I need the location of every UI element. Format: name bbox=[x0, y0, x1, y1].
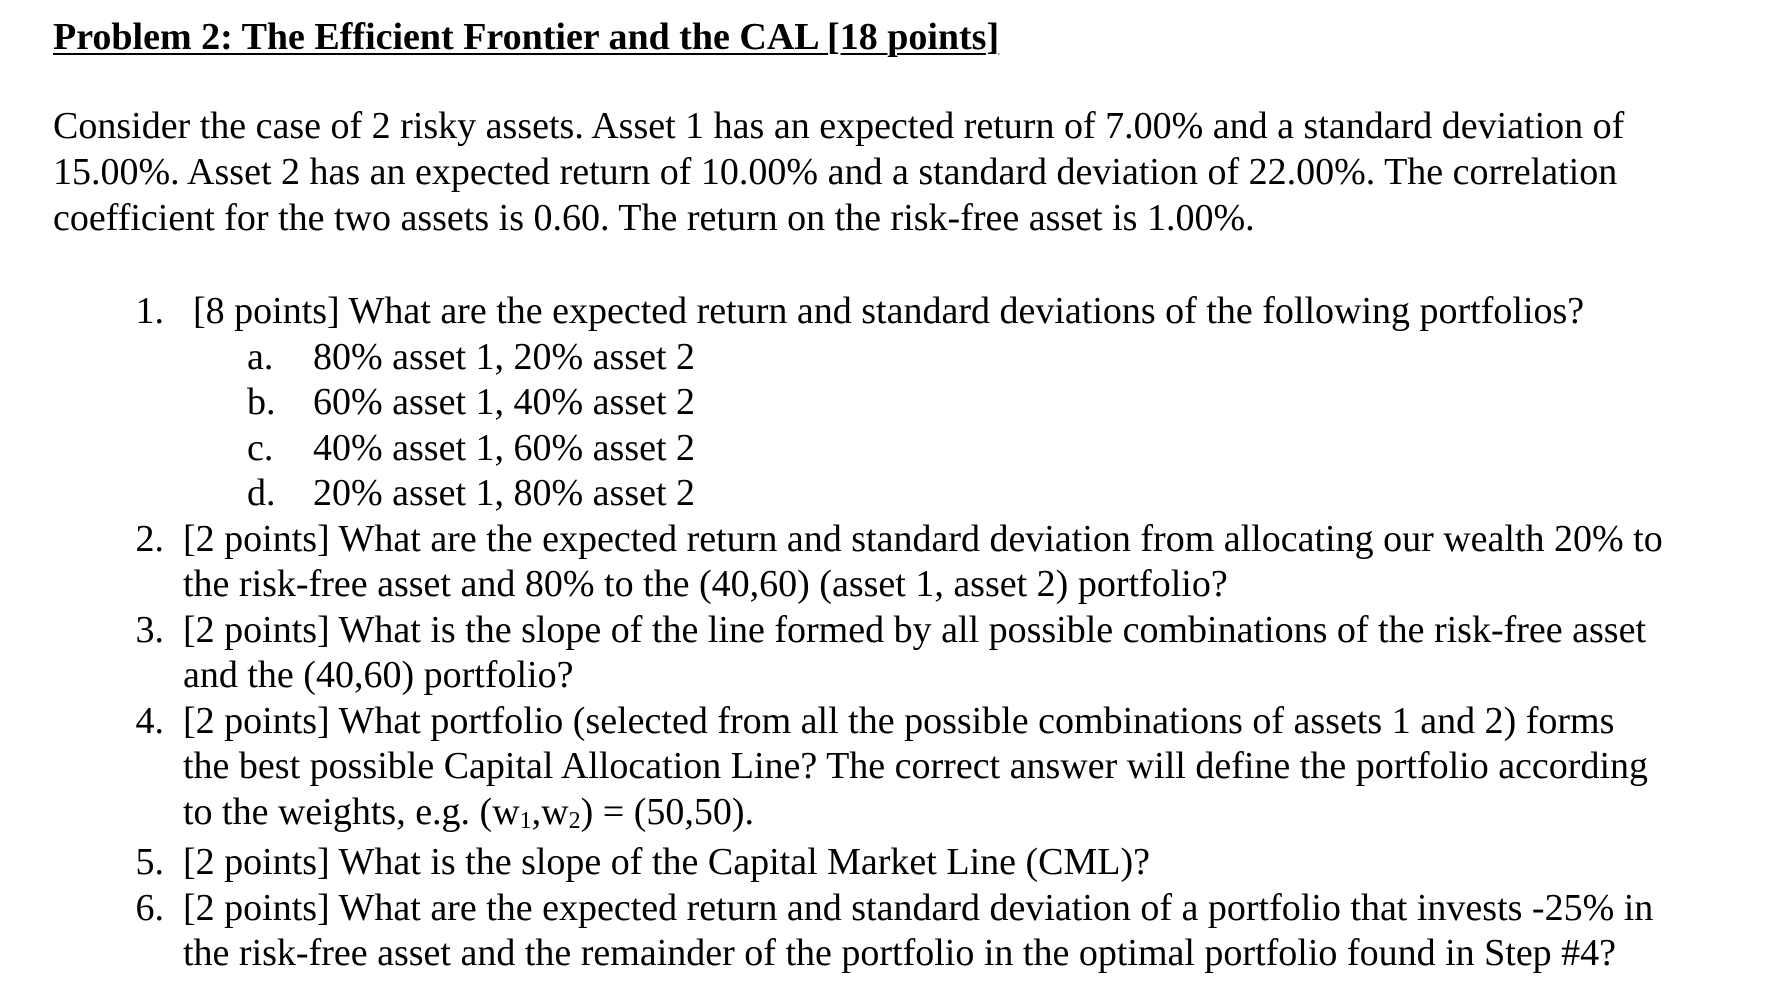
question-1-item-c bbox=[53, 426, 1763, 472]
intro-line-3: coefficient for the two assets is 0.60. The return on the risk-free asset is 1.00%. bbox=[53, 197, 1255, 239]
item-text: 40% asset 1, 60% asset 2 bbox=[313, 426, 696, 469]
question-text-line-1: [2 points] What are the expected return and standard deviation of a portfolio that invests -25% in bbox=[183, 886, 1654, 929]
weight-subscript-1: 1 bbox=[519, 807, 532, 834]
question-text-line-2: the risk-free asset and the remainder of the portfolio in the optimal portfolio found in Step #4? bbox=[183, 932, 1617, 974]
question-1-item-b bbox=[53, 380, 1763, 426]
weights-prefix: to the weights, e.g. (w bbox=[183, 790, 520, 833]
weights-separator: ,w bbox=[531, 790, 569, 833]
intro-line-2: 15.00%. Asset 2 has an expected return of 10.00% and a standard deviation of 22.00%. The correlation bbox=[53, 151, 1618, 193]
intro-line-1: Consider the case of 2 risky assets. Asset 1 has an expected return of 7.00% and a standard deviation of bbox=[53, 105, 1625, 147]
item-letter: d. bbox=[247, 472, 276, 514]
question-text: [8 points] What are the expected return and standard deviations of the following portfolios? bbox=[193, 290, 1585, 332]
weights-suffix: ) = (50,50). bbox=[580, 790, 755, 833]
question-number: 5. bbox=[135, 841, 164, 883]
problem-document bbox=[53, 14, 1763, 977]
question-number: 6. bbox=[135, 886, 164, 929]
question-6 bbox=[53, 886, 1763, 977]
question-text-line-1: [2 points] What is the slope of the line formed by all possible combinations of the risk-free asset bbox=[183, 608, 1647, 651]
question-1-item-d bbox=[53, 471, 1763, 517]
question-number: 1. bbox=[135, 290, 164, 332]
question-text-line-1: [2 points] What are the expected return and standard deviation from allocating our wealth 20% to bbox=[183, 517, 1663, 560]
question-text-line-2: the best possible Capital Allocation Line? The correct answer will define the portfolio according bbox=[183, 745, 1649, 787]
question-text-line-2: the risk-free asset and 80% to the (40,60) (asset 1, asset 2) portfolio? bbox=[183, 563, 1228, 605]
item-text: 80% asset 1, 20% asset 2 bbox=[313, 335, 696, 378]
item-letter: c. bbox=[247, 426, 274, 469]
question-text-line-1: [2 points] What portfolio (selected from all the possible combinations of assets 1 and 2) forms bbox=[183, 699, 1615, 742]
question-2 bbox=[53, 517, 1763, 608]
item-letter: a. bbox=[247, 335, 274, 378]
question-5 bbox=[53, 840, 1763, 886]
question-number: 4. bbox=[135, 699, 164, 742]
question-4 bbox=[53, 699, 1763, 841]
question-1-item-a bbox=[53, 335, 1763, 381]
question-list bbox=[53, 289, 1763, 977]
question-number: 2. bbox=[135, 517, 164, 560]
question-text-line-3 bbox=[183, 790, 1763, 841]
question-3 bbox=[53, 608, 1763, 699]
weight-subscript-2: 2 bbox=[568, 807, 581, 834]
item-text: 60% asset 1, 40% asset 2 bbox=[313, 381, 696, 423]
question-1 bbox=[53, 289, 1763, 335]
item-text: 20% asset 1, 80% asset 2 bbox=[313, 472, 696, 514]
item-letter: b. bbox=[247, 381, 276, 423]
question-text-line-1: [2 points] What is the slope of the Capital Market Line (CML)? bbox=[183, 841, 1151, 883]
problem-intro bbox=[53, 103, 1753, 241]
problem-title: Problem 2: The Efficient Frontier and the CAL [18 points] bbox=[53, 16, 1000, 58]
question-text-line-2: and the (40,60) portfolio? bbox=[183, 654, 574, 696]
question-number: 3. bbox=[135, 608, 164, 651]
